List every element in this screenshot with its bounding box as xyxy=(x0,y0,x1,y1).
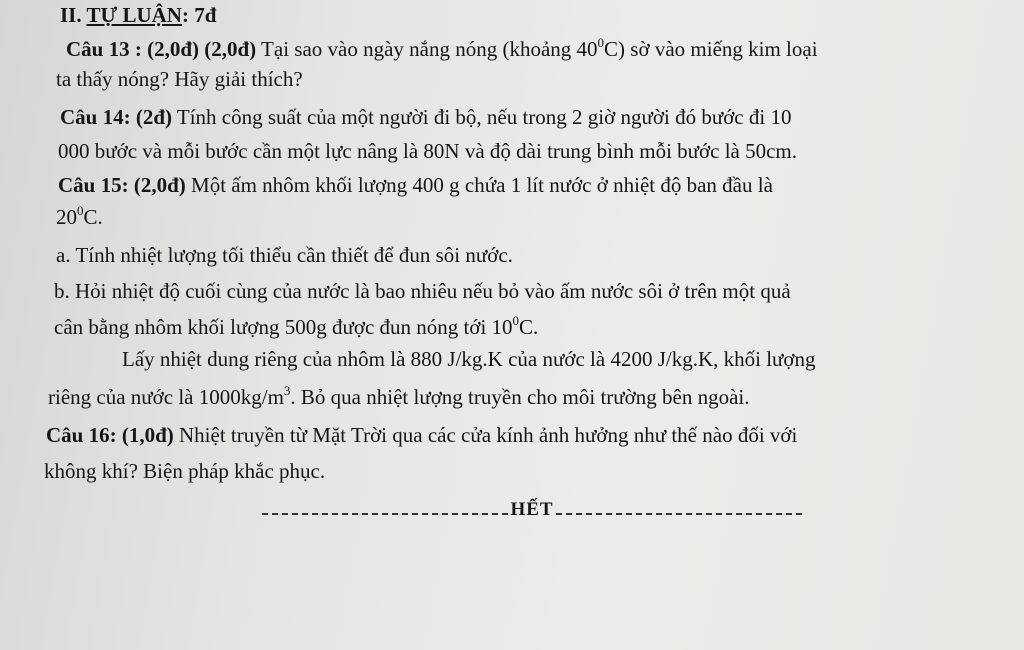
question-15-part-b-text: cân bằng nhôm khối lượng 500g được đun nóng tới 10 xyxy=(54,315,513,339)
question-15-part-b-line-1: b. Hỏi nhiệt độ cuối cùng của nước là bao nhiêu nếu bỏ vào ấm nước sôi ở trên một quả xyxy=(54,279,791,303)
question-16-line-2: không khí? Biện pháp khắc phục. xyxy=(44,459,326,483)
question-16-label: Câu 16: (1,0đ) xyxy=(46,423,174,447)
question-15-temp-value: 20 xyxy=(56,205,77,229)
question-14-label: Câu 14: (2đ) xyxy=(60,105,173,129)
question-16-line-1 xyxy=(46,422,797,448)
section-title: TỰ LUẬN xyxy=(86,3,182,27)
question-15-note-line-1: Lấy nhiệt dung riêng của nhôm là 880 J/kg.K của nước là 4200 J/kg.K, khối lượng xyxy=(122,347,816,371)
separator-dash-left xyxy=(262,513,508,515)
question-15-label: Câu 15: (2,0đ) xyxy=(58,173,186,197)
question-13-text-a: Tại sao vào ngày nắng nóng (khoảng 40 xyxy=(256,37,598,61)
question-15-part-b-unit: C. xyxy=(519,315,539,339)
question-15-note-line-2 xyxy=(48,384,750,410)
question-15-temp-unit: C. xyxy=(83,205,103,229)
question-13-line-1 xyxy=(66,36,818,62)
question-13-superscript: 0 xyxy=(597,35,605,50)
section-heading xyxy=(60,2,216,28)
question-14-line-1 xyxy=(60,104,791,130)
question-15-part-b-line-2 xyxy=(54,314,538,340)
question-15-note-text-end: . Bỏ qua nhiệt lượng truyền cho môi trường bên ngoài. xyxy=(290,385,750,409)
question-16-text: Nhiệt truyền từ Mặt Trời qua các cửa kính ảnh hưởng như thế nào đối với xyxy=(173,423,798,447)
question-13-text-b: C) sờ vào miếng kim loại xyxy=(604,37,818,61)
question-13-label: Câu 13 : (2,0đ) (2,0đ) xyxy=(66,37,257,61)
question-15-temp-superscript: 0 xyxy=(77,203,84,218)
question-14-text: Tính công suất của một người đi bộ, nếu trong 2 giờ người đó bước đi 10 xyxy=(172,105,792,129)
question-15-part-b-superscript: 0 xyxy=(512,313,520,328)
end-label: HẾT xyxy=(510,499,554,520)
question-15-part-a: a. Tính nhiệt lượng tối thiểu cần thiết để đun sôi nước. xyxy=(56,243,513,267)
question-15-note-text: riêng của nước là 1000kg/m xyxy=(48,385,284,409)
section-number: II. xyxy=(60,3,82,27)
question-14-line-2: 000 bước và mỗi bước cần một lực nâng là 80N và độ dài trung bình mỗi bước là 50cm. xyxy=(58,139,798,163)
question-13-line-2: ta thấy nóng? Hãy giải thích? xyxy=(56,67,303,91)
end-separator xyxy=(262,500,802,520)
question-15-note-superscript: 3 xyxy=(283,383,291,398)
section-points: : 7đ xyxy=(181,3,217,27)
question-15-text: Một ấm nhôm khối lượng 400 g chứa 1 lít nước ở nhiệt độ ban đầu là xyxy=(185,173,773,197)
separator-dash-right xyxy=(556,513,802,515)
question-15-line-1 xyxy=(58,172,773,198)
question-15-temperature xyxy=(56,204,103,230)
